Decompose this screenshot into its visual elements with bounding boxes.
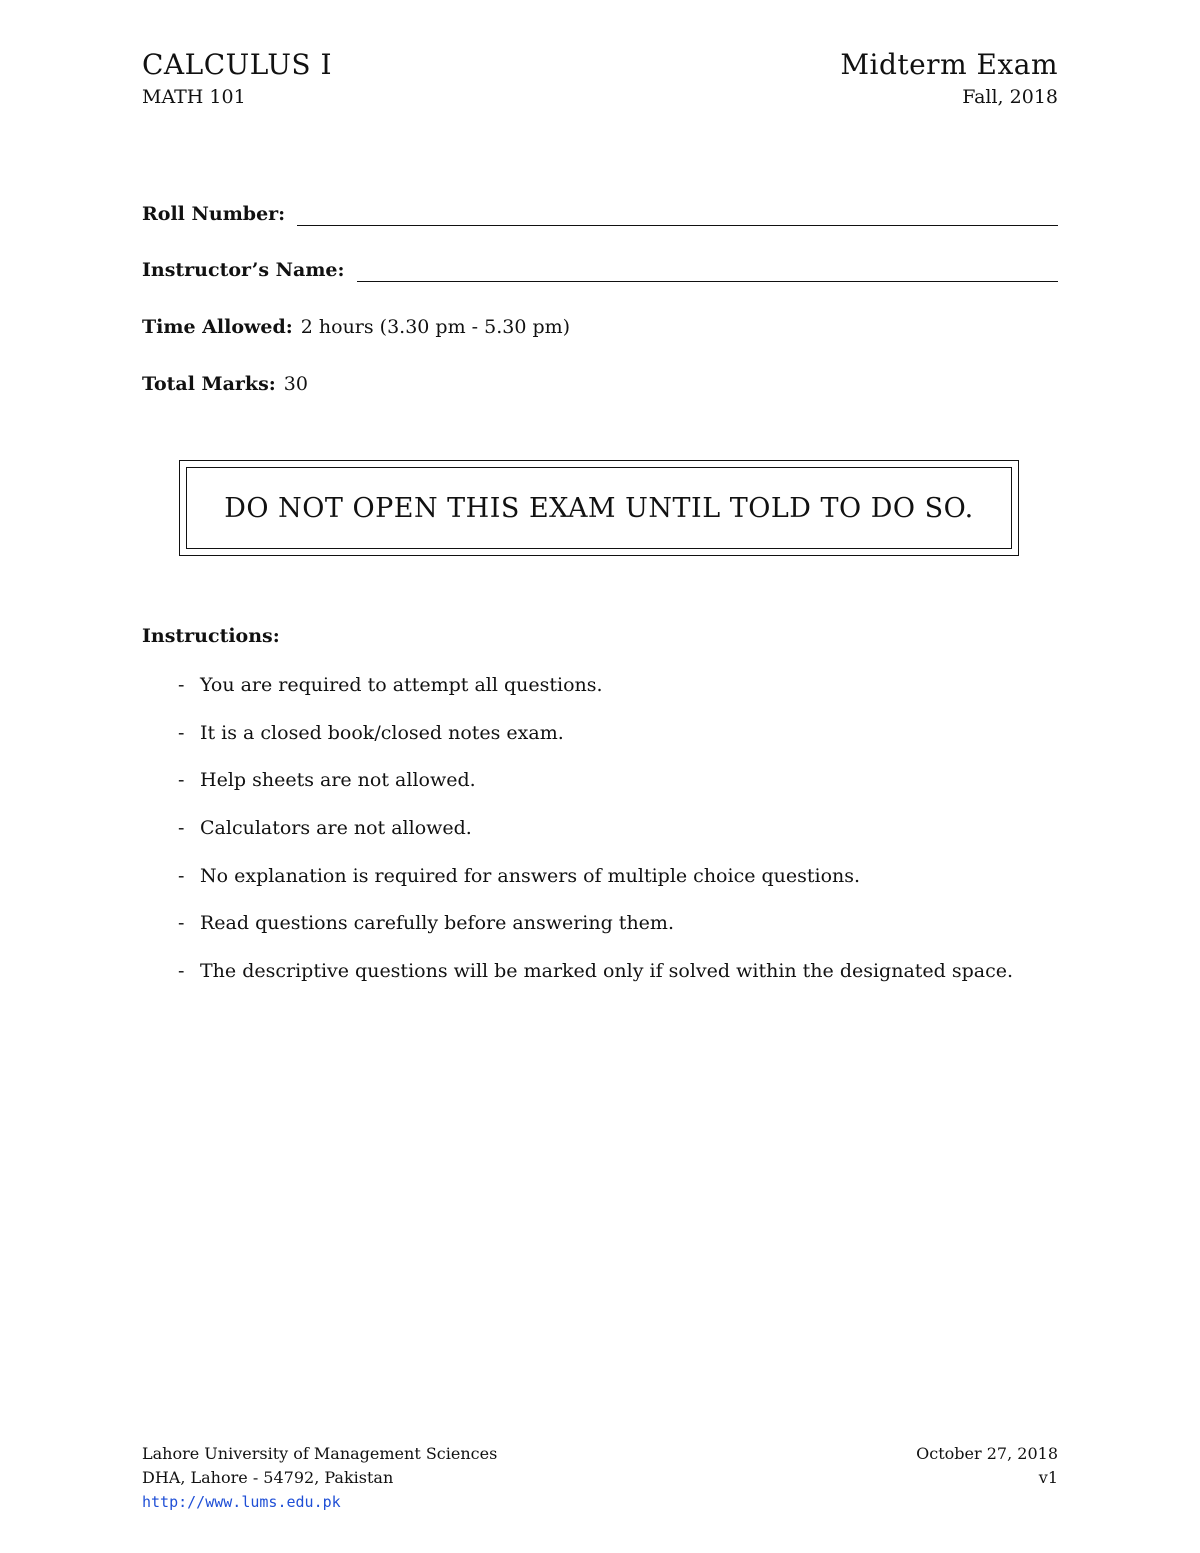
- dash-bullet: -: [178, 864, 185, 887]
- dash-bullet: -: [178, 912, 185, 935]
- list-item: - No explanation is required for answers of multiple choice questions.: [178, 864, 861, 887]
- exam-term: Fall, 2018: [962, 86, 1058, 108]
- footer-meta-block: [916, 1442, 1058, 1490]
- time-allowed-field: [142, 315, 1058, 339]
- list-item: - Calculators are not allowed.: [178, 817, 472, 840]
- footer-institution-block: [142, 1442, 497, 1514]
- roll-number-blank-line[interactable]: [297, 207, 1058, 226]
- footer-institution: Lahore University of Management Sciences: [142, 1444, 498, 1463]
- total-marks-label: Total Marks:: [142, 373, 276, 395]
- course-title: CALCULUS I: [142, 48, 333, 81]
- total-marks-field: [142, 372, 1058, 396]
- dash-bullet: -: [178, 817, 185, 840]
- footer-address: DHA, Lahore - 54792, Pakistan: [142, 1468, 394, 1487]
- dash-bullet: -: [178, 721, 185, 744]
- list-item: - Help sheets are not allowed.: [178, 769, 476, 792]
- instructions-list: [178, 673, 1013, 1007]
- notice-text: DO NOT OPEN THIS EXAM UNTIL TOLD TO DO SO.: [186, 467, 1012, 549]
- instructor-name-field: [142, 258, 1058, 282]
- list-item: - You are required to attempt all questions.: [178, 674, 603, 696]
- dash-bullet: -: [178, 674, 185, 696]
- list-item: - Read questions carefully before answering them.: [178, 912, 674, 935]
- footer-date: October 27, 2018: [916, 1444, 1058, 1463]
- exam-title: Midterm Exam: [840, 48, 1058, 81]
- time-allowed-value: 2 hours (3.30 pm - 5.30 pm): [300, 316, 571, 338]
- instructor-name-blank-line[interactable]: [357, 263, 1058, 282]
- notice-box: [179, 460, 1019, 556]
- dash-bullet: -: [178, 769, 185, 792]
- footer-website-link[interactable]: http://www.lums.edu.pk: [142, 1493, 341, 1511]
- course-code: MATH 101: [142, 86, 246, 108]
- roll-number-label: Roll Number:: [142, 203, 286, 225]
- dash-bullet: -: [178, 960, 185, 983]
- footer-version: v1: [1038, 1468, 1058, 1487]
- list-item: - It is a closed book/closed notes exam.: [178, 721, 564, 744]
- total-marks-value: 30: [283, 373, 308, 395]
- roll-number-field: [142, 202, 1058, 226]
- instructor-name-label: Instructor’s Name:: [142, 259, 345, 281]
- time-allowed-label: Time Allowed:: [142, 316, 293, 338]
- instructions-heading: Instructions:: [142, 625, 280, 647]
- list-item: - The descriptive questions will be marked only if solved within the designated space.: [178, 960, 1014, 983]
